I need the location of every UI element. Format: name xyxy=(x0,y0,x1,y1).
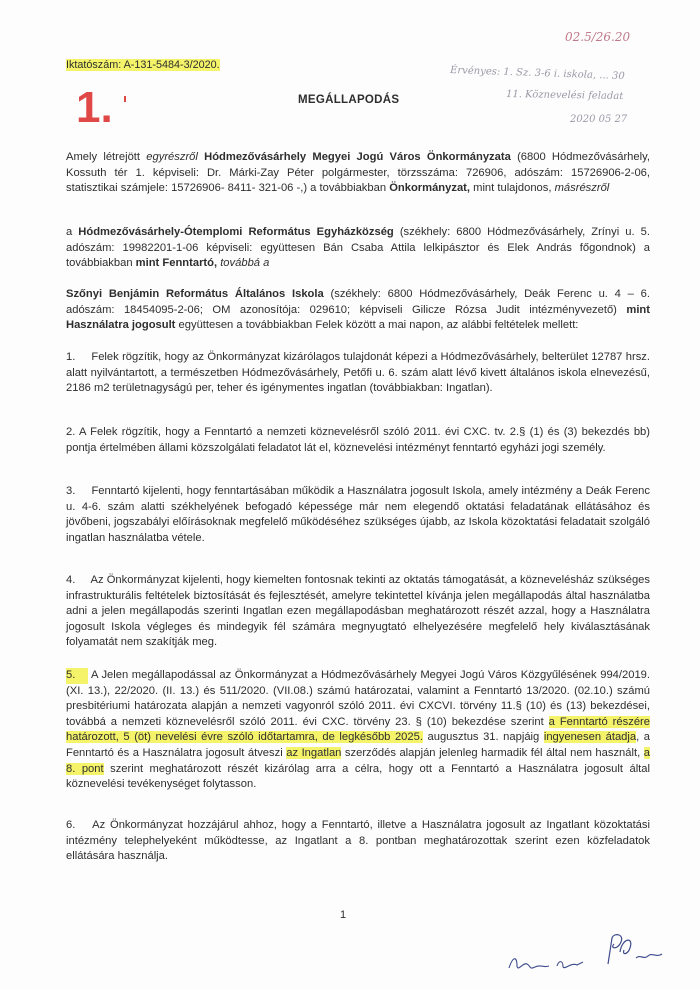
red-handwritten-number: 1. xyxy=(76,83,113,132)
section-3: 3. Fenntartó kijelenti, hogy fenntartásában működik a Használatra jogosult Iskola, amely intézmény a Deák Ferenc u. 4-6. szám alatti székhelyének befogadó képessége már nem elegendő oktatási feladatának ellátásához és jövőbeni, jogszabályi előírásoknak megfelelő működéséhez szükséges újabb, az Iskola közoktatási feladatait szolgáló ingatlan használatba vétele. xyxy=(66,485,650,544)
highlight-property: az Ingatlan xyxy=(286,746,342,759)
highlight-free-transfer: ingyenesen átadja xyxy=(543,731,637,744)
page-number: 1 xyxy=(340,909,347,921)
page-title: MEGÁLLAPODÁS xyxy=(298,94,400,106)
signature-right xyxy=(600,930,672,970)
registration-number: Iktatószám: A-131-5484-3/2020. xyxy=(66,59,220,71)
handwritten-note-line-1: Érvényes: 1. Sz. 3-6 i. iskola, ... 30 xyxy=(449,64,625,83)
section-number: 6. xyxy=(66,819,76,831)
section-number: 3. xyxy=(66,485,76,497)
highlight-term: a Fenntartó részére határozott, 5 (öt) nevelési évre szóló időtartamra, de legkésőbb 2025. xyxy=(66,715,650,744)
section-6: 6. Az Önkormányzat hozzájárul ahhoz, hogy a Fenntartó, illetve a Használatra jogosult az Ingatlant közoktatási intézmény telephelyeként működtesse, az Ingatlant a 8. pontban meghatározottak szerint ezen közfeladatok ellátására használja. xyxy=(66,819,650,863)
signature-left xyxy=(505,950,590,976)
intro-paragraph-3: Szőnyi Benjámin Református Általános Iskola (székhely: 6800 Hódmezővásárhely, Deák Ferenc u. 4 – 6. adószám: 18454095-2-06; OM azonosítója: 029610; képviseli Gilicze Rózsa Judit intézményvezető) mint Használatra jogosult együttesen a továbbiakban Felek között a mai napon, az alábbi feltételek mellett: xyxy=(66,288,650,332)
section-4: 4. Az Önkormányzat kijelenti, hogy kiemelten fontosnak tekinti az oktatás támogatását, a köznevelésház szükséges infrastrukturális feltételek biztosítását és fejlesztését, amelyre tekintettel kívánja jelen megállapodás által használatba adni a jelen megállapodás szerinti Ingatlan ezen megállapodásban meghatározott részét azzal, hogy a Használatra jogosult Iskola végleges és mindegyik fél számára megnyugtató elhelyezésére megfelelő hely kiválasztásának folyamatát nem szakítják meg. xyxy=(66,574,650,649)
handwritten-note-line-2: 11. Köznevelési feladat xyxy=(505,88,624,103)
red-tick-mark xyxy=(124,96,126,102)
section-5: 5. A Jelen megállapodással az Önkormányzat a Hódmezővásárhely Megyei Jogú Város Közgyűlésének 994/2019. (XI. 13.), 22/2020. (II. 13.) és 511/2020. (VII.08.) számú határozatai, valamint a Fenntartó 13/2020. (02.10.) számú presbitériumi határozata alapján a nemzeti vagyonról szóló 2011. évi CXCVI. törvény 11.§ (10) és (13) bekezdései, továbbá a nemzeti köznevelésről szóló 2011. évi CXC. törvény 23. § (10) bekezdése szerint a Fenntartó részére határozott, 5 (öt) nevelési évre szóló időtartamra, de legkésőbb 2025. augusztus 31. napjáig ingyenesen átadja, a Fenntartó és a Használatra jogosult átveszi az Ingatlan szerződés alapján jelenleg harmadik fél által nem használt, a 8. pont szerint meghatározott részét kizárólag arra a célra, hogy ott a Fenntartó a Használatra jogosult által köznevelési tevékenységet folytasson. xyxy=(66,669,650,791)
section-2: 2. A Felek rögzítik, hogy a Fenntartó a nemzeti köznevelésről szóló 2011. évi CXC. tv. 2.§ (1) és (3) bekezdés bb) pontja értelmében állami közszolgálati feladatot lát el, köznevelési intézményt fenntartó egyházi jogi személy. xyxy=(66,426,650,454)
handwritten-date-note: 02.5/26.20 xyxy=(565,30,631,44)
section-number: 4. xyxy=(66,574,76,586)
highlight-point-8: a 8. pont xyxy=(66,746,650,775)
section-1: 1. Felek rögzítik, hogy az Önkormányzat kizárólagos tulajdonát képezi a Hódmezővásárhely, belterület 12787 hrsz. alatt nyilvántartott, a természetben Hódmezővásárhely, Petőfi u. 6. szám alatt lévő kivett általános iskola elnevezésű, 2186 m2 területnagyságú per, teher és igénymentes ingatlan (továbbiakban: Ingatlan). xyxy=(66,351,650,395)
intro-paragraph-1: Amely létrejött egyrészről Hódmezővásárhely Megyei Jogú Város Önkormányzata (6800 Hódmezővásárhely, Kossuth tér 1. képviseli: Dr. Márki-Zay Péter polgármester, törzsszáma: 726906, adószám: 15726906-2-06, statisztikai számjele: 15726906- 8411- 321-06 -,) a továbbiakban Önkormányzat, mint tulajdonos, másrészről xyxy=(66,151,650,195)
section-number: 1. xyxy=(66,351,76,363)
intro-paragraph-2: a Hódmezővásárhely-Ótemplomi Református Egyházközség (székhely: 6800 Hódmezővásárhely, Zrínyi u. 5. adószám: 19982201-1-06 képviseli: együttesen Bán Csaba Attila lelkipásztor és Elek András főgondnok) a továbbiakban mint Fenntartó, továbbá a xyxy=(66,226,650,270)
handwritten-note-line-3: 2020 05 27 xyxy=(570,114,628,125)
section-number: 5. xyxy=(66,668,88,684)
